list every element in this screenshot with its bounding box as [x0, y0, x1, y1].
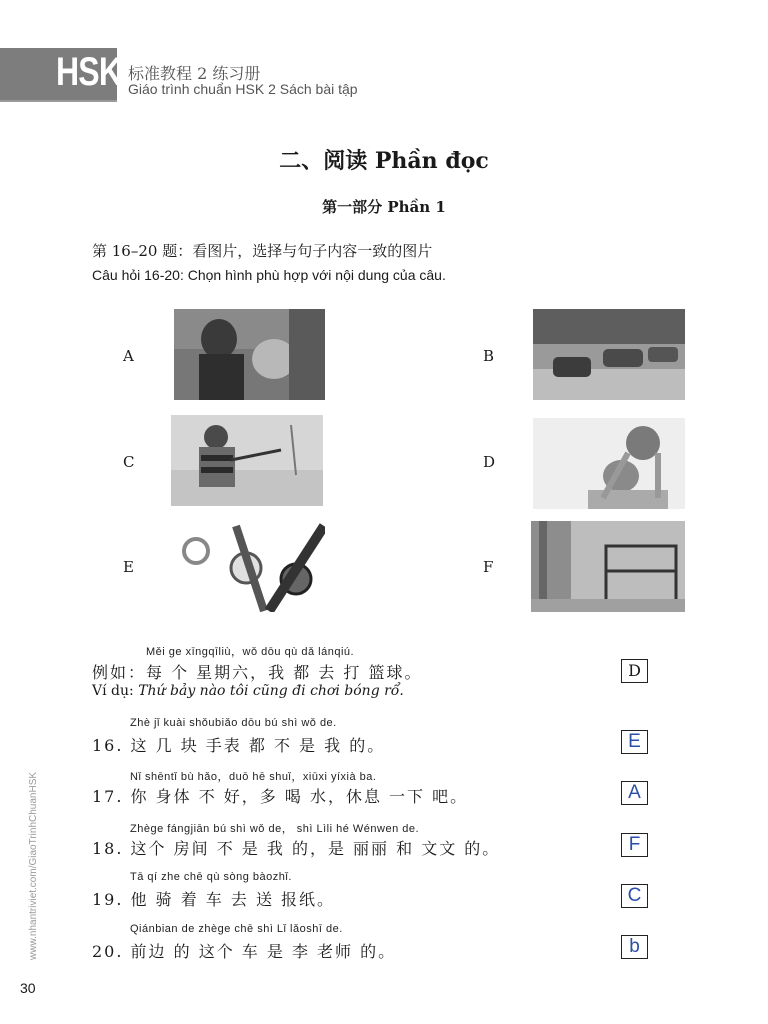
header-title-cn: 标准教程 2 练习册 — [128, 64, 261, 83]
question-18-sentence: 18. 这个 房间 不 是 我 的，是 丽丽 和 文文 的。 — [92, 839, 501, 858]
question-19-sentence: 19. 他 骑 着 车 去 送 报纸。 — [92, 890, 336, 909]
example-sentence: 例如：每 个 星期六，我 都 去 打 篮球。 — [92, 663, 423, 682]
man-holding-basketball-photo — [533, 418, 685, 509]
section-title: 二、阅读 Phần đọc — [279, 148, 489, 174]
boy-on-bicycle-photo — [171, 415, 323, 506]
question-16-sentence: 16. 这 几 块 手表 都 不 是 我 的。 — [92, 736, 386, 755]
question-20-sentence: 20. 前边 的 这个 车 是 李 老师 的。 — [92, 942, 397, 961]
question-19-answer-box[interactable]: C — [621, 884, 648, 908]
section-subtitle: 第一部分 Phần 1 — [322, 198, 446, 216]
option-letter-a: A — [123, 347, 134, 365]
question-17-pinyin: Nǐ shēntǐ bù hǎo，duō hē shuǐ，xiūxi yíxià ba. — [130, 771, 377, 783]
question-18-answer-box[interactable]: F — [621, 833, 648, 857]
question-20-answer-box[interactable]: b — [621, 935, 648, 959]
instruction-vn: Câu hỏi 16-20: Chọn hình phù hợp với nội dung của câu. — [92, 267, 446, 283]
question-19-pinyin: Tā qí zhe chē qù sòng bàozhǐ. — [130, 871, 292, 883]
bunk-bed-room-photo — [531, 521, 685, 612]
option-letter-f: F — [483, 558, 494, 576]
question-18-pinyin: Zhège fángjiān bú shì wǒ de， shì Lìli hé Wénwen de. — [130, 823, 420, 835]
option-letter-d: D — [483, 453, 496, 471]
option-letter-e: E — [123, 558, 134, 576]
header-divider — [0, 100, 117, 102]
example-translation — [92, 683, 404, 699]
example-vn-label: Ví dụ: — [92, 683, 134, 699]
example-answer-box[interactable]: D — [621, 659, 648, 683]
option-letter-b: B — [483, 347, 495, 365]
header-title-vn: Giáo trình chuẩn HSK 2 Sách bài tập — [128, 81, 358, 97]
question-16-answer-box[interactable]: E — [621, 730, 648, 754]
cars-on-street-photo — [533, 309, 685, 400]
hsk-logo: HSK — [56, 50, 122, 94]
question-17-answer-box[interactable]: A — [621, 781, 648, 805]
woman-handing-object-photo — [174, 309, 325, 400]
instruction-cn: 第 16–20 题：看图片，选择与句子内容一致的图片 — [92, 242, 433, 260]
page-number: 30 — [20, 980, 36, 996]
option-letter-c: C — [123, 453, 135, 471]
example-pinyin: Měi ge xīngqīliù，wǒ dōu qù dǎ lánqiú. — [146, 646, 355, 658]
three-wristwatches-photo — [174, 521, 325, 612]
question-17-sentence: 17. 你 身体 不 好，多 喝 水，休息 一下 吧。 — [92, 787, 469, 806]
example-vn-text: Thứ bảy nào tôi cũng đi chơi bóng rổ. — [138, 683, 404, 699]
question-16-pinyin: Zhè jǐ kuài shǒubiǎo dōu bú shì wǒ de. — [130, 717, 337, 729]
side-url-watermark: www.nhantriviet.com/GiaoTrinhChuanHSK — [28, 771, 39, 960]
question-20-pinyin: Qiánbian de zhège chē shì Lǐ lǎoshī de. — [130, 923, 343, 935]
